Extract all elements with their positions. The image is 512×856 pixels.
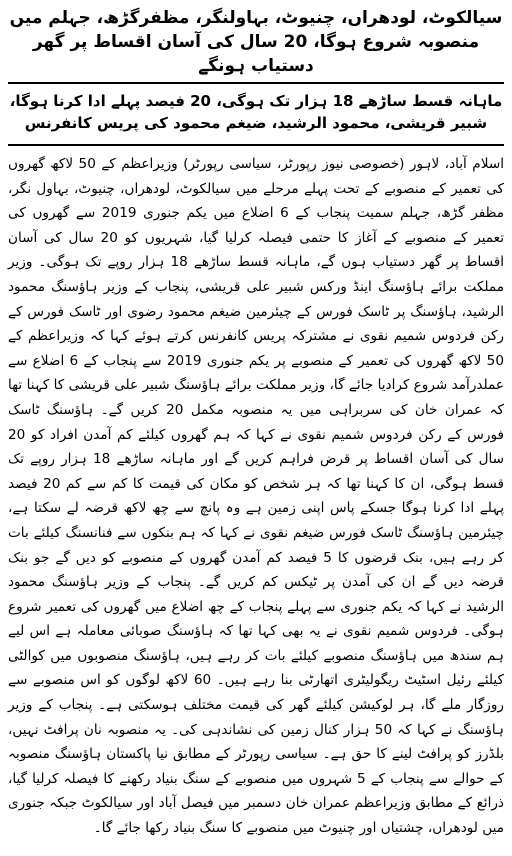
top-divider	[8, 82, 504, 84]
article-headline: سیالکوٹ، لودھراں، چنیوٹ، بہاولنگر، مظفرگڑھ، جہلم میں منصوبہ شروع ہوگا، 20 سال کی آسان اقساط پر گھر دستیاب ہونگے	[9, 8, 503, 76]
article-body: اسلام آباد، لاہور (خصوصی نیوز رپورٹر، سیاسی رپورٹر) وزیراعظم کے 50 لاکھ گھروں کی تعمیر کے منصوبے کے تحت پہلے مرحلے میں سیالکوٹ، لودھراں، چنیوٹ، بہاول نگر، مظفر گڑھ، جہلم سمیت پنجاب کے 6 اضلاع میں یکم جنوری 2019 سے گھروں کی تعمیر کے منصوبے کے آغاز کا حتمی فیصلہ کرلیا گیا، شہریوں کو 20 سال کی آسان اقساط پر گھر دستیاب ہوں گے، ماہانہ قسط ساڑھے 18 ہزار روپے تک ہوگی۔ وزیر مملکت برائے ہاؤسنگ اینڈ ورکس شبیر علی قریشی، پنجاب کے وزیر ہاؤسنگ محمود الرشید، ہاؤسنگ پر ٹاسک فورس کے چیئرمین ضیغم محمود رضوی اور ٹاسک فورس کے رکن فردوس شمیم نقوی نے مشترکہ پریس کانفرنس کرتے ہوئے کہا کہ وزیراعظم کے 50 لاکھ گھروں کی تعمیر کے منصوبے پر یکم جنوری 2019 سے پنجاب کے 6 اضلاع سے عملدرآمد شروع کرادیا جائے گا، وزیر مملکت برائے ہاؤسنگ شبیر علی قریشی کا کہنا تھا کہ عمران خان کی سربراہی میں یہ منصوبہ مکمل 20 کریں گے۔ ہاؤسنگ ٹاسک فورس کے رکن فردوس شمیم نقوی نے کہا کہ ہم گھروں کیلئے کم آمدن افراد کو 20 سال کی آسان اقساط پر قرض فراہم کریں گے اور ماہانہ ساڑھے 18 ہزار روپے تک قسط ہوگی، ان کا کہنا تھا کہ ہر شخص کو مکان کی قیمت کا کم سے کم 20 فیصد پہلے ادا کرنا ہوگا جسکے پاس اپنی زمین ہے وہ پانچ سے چھ لاکھ قرضہ لے سکتا ہے، چیئرمین ہاؤسنگ ٹاسک فورس ضیغم نقوی نے کہا کہ ہم بنکوں سے فنانسنگ کیلئے بات کر رہے ہیں، بنک قرضوں کا 5 فیصد کم آمدن گھروں کے منصوبے کو دیں گے جو بنک قرضہ دیں گے ان کی آمدن پر ٹیکس کم کریں گے۔ پنجاب کے وزیر ہاؤسنگ محمود الرشید نے کہا کہ یکم جنوری سے پہلے پنجاب کے چھ اضلاع میں گھروں کی تعمیر شروع ہوگی۔ فردوس شمیم نقوی نے یہ بھی کہا تھا کہ ہاؤسنگ صوبائی معاملہ ہے اس لیے ہم سندھ میں ہاؤسنگ منصوبے کیلئے بات کر رہے ہیں، ہاؤسنگ منصوبوں میں کوالٹی کیلئے رئیل اسٹیٹ ریگولیٹری اتھارٹی بنا رہے ہیں۔ 60 لاکھ لوگوں کو اس منصوبے سے روزگار ملے گا، ہر لوکیشن کیلئے گھر کی قیمت مختلف ہوسکتی ہے۔ پنجاب کے وزیر ہاؤسنگ نے کہا کہ 50 ہزار کنال زمین کی نشاندہی کی۔ یہ منصوبہ نان پرافٹ نہیں، بلڈرز کو پرافٹ لینے کا حق ہے۔ سیاسی رپورٹر کے مطابق نیا پاکستان ہاؤسنگ منصوبہ کے حوالے سے پنجاب کے 5 شہروں میں منصوبے کے سنگ بنیاد رکھنے کا فیصلہ کرلیا گیا، ذرائع کے مطابق وزیراعظم عمران خان دسمبر میں فیصل آباد اور سیالکوٹ جبکہ جنوری میں لودھراں، چشتیاں اور چنیوٹ میں منصوبے کا سنگ بنیاد رکھا جائے گا۔	[8, 156, 505, 837]
article-subhead: ماہانہ قسط ساڑھے 18 ہزار تک ہوگی، 20 فیصد پہلے ادا کرنا ہوگا، شبیر قریشی، محمود الرشید، ضیغم محمود کی پریس کانفرنس	[9, 92, 503, 132]
bottom-divider	[8, 144, 504, 146]
